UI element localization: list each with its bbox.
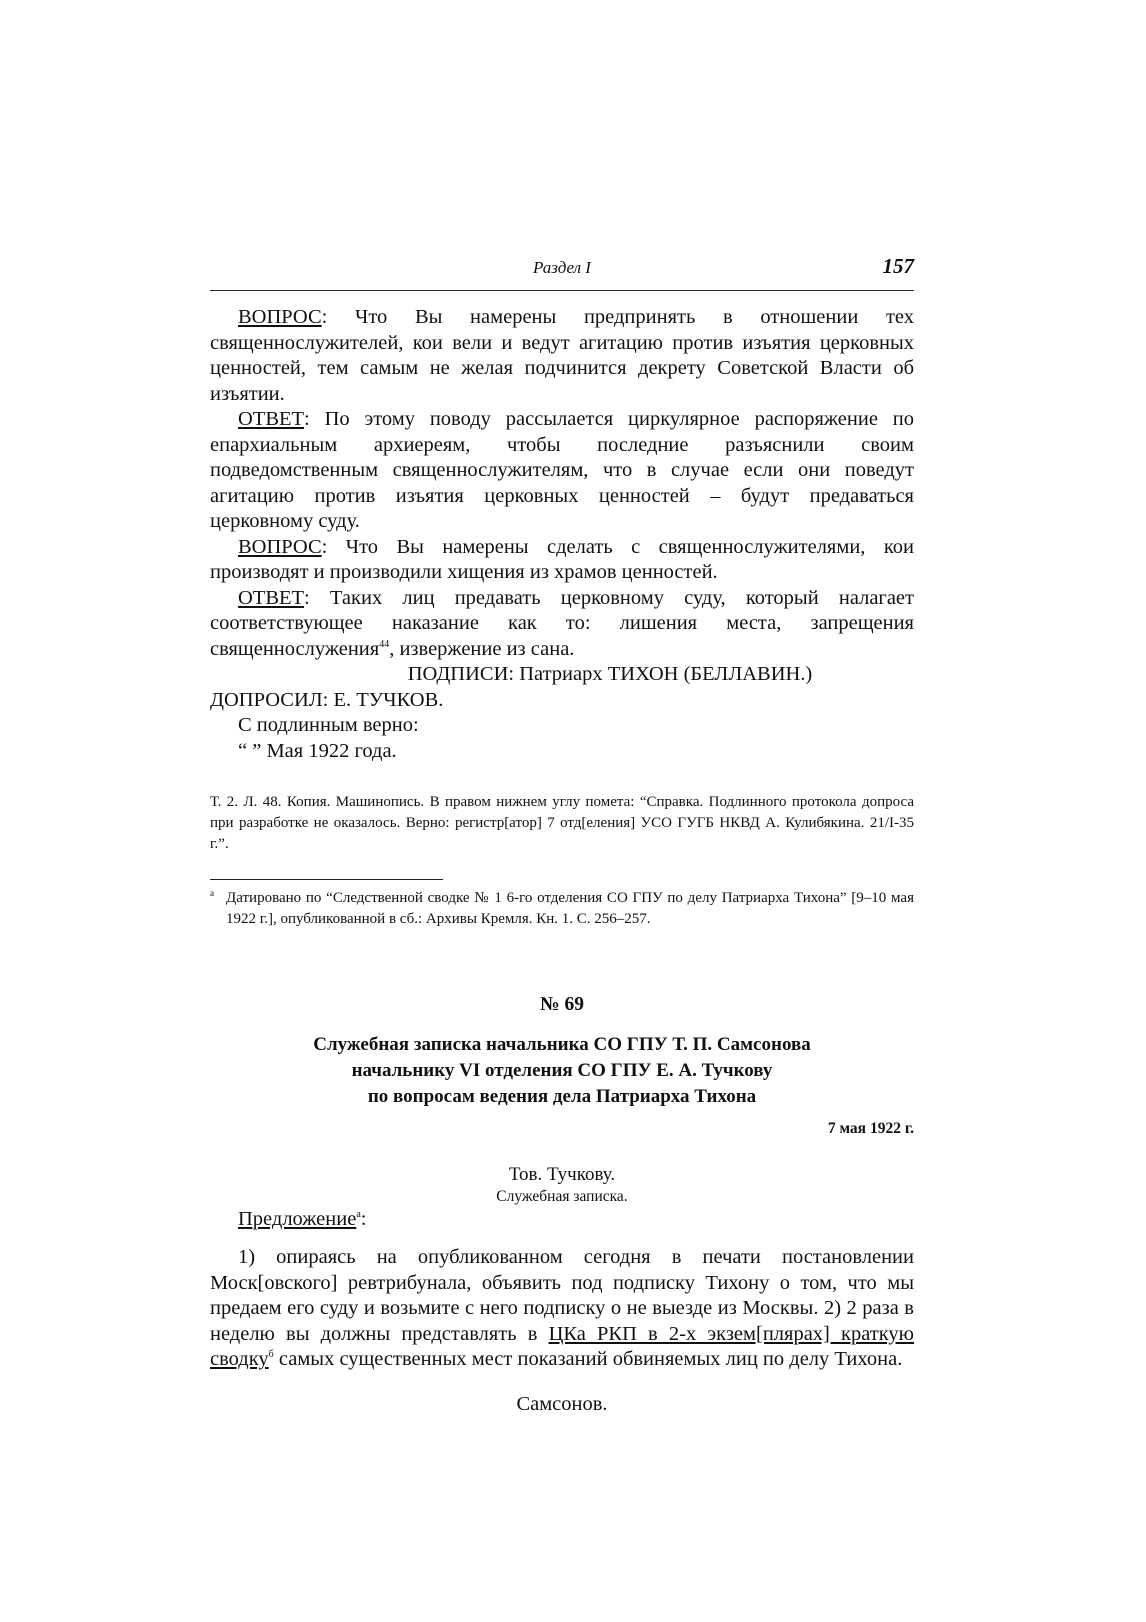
heading-line: по вопросам ведения дела Патриарха Тихона [367, 1086, 757, 1107]
document-heading [210, 1032, 914, 1110]
question-text: : Что Вы намерены сделать с священнослужителями, кои производят и производили хищения из храмов ценностей. [210, 535, 914, 583]
question-label: ВОПРОС [238, 535, 322, 558]
memo-text-end: самых существенных мест показаний обвиняемых лиц по делу Тихона. [273, 1348, 903, 1370]
footnote-ref: а [356, 1209, 361, 1221]
signer: Самсонов. [516, 1393, 608, 1415]
question-text: : Что Вы намерены предпринять в отношении тех священнослужителей, кои вели и ведут агитацию против изъятия церковных ценностей, тем самым не желая подчинится декрету Советской Власти об изъятии. [210, 306, 914, 405]
footnote-text: Датировано по “Следственной сводке № 1 6-го отделения СО ГПУ по делу Патриарха Тихона” [9–10 мая 1922 г.], опубликованной в сб.: Архивы Кремля. Кн. 1. С. 256–257. [226, 890, 914, 927]
interrogator-line: ДОПРОСИЛ: Е. ТУЧКОВ. [210, 688, 444, 711]
answer-label: ОТВЕТ [238, 586, 305, 609]
memo-body [210, 1245, 914, 1373]
question-label: ВОПРОС [238, 306, 322, 328]
answer-2 [210, 586, 914, 663]
heading-line: Служебная записка начальника СО ГПУ Т. П. Самсонова [313, 1034, 811, 1055]
footnote-ref: б [268, 1349, 274, 1361]
document-date: 7 мая 1922 г. [827, 1120, 914, 1137]
footnote: а Датировано по “Следственной сводке № 1 6-го отделения СО ГПУ по делу Патриарха Тихона” [9–10 мая 1922 г.], опубликованной в сб.: Архивы Кремля. Кн. 1. С. 256–257. [210, 888, 914, 927]
answer-text: : По этому поводу рассылается циркулярное распоряжение по епархиальным архиереям, чтобы последние разъяснили своим подведомственным священнослужителям, что в случае если они поведут агитацию против изъятия церковных ценностей – будут предаваться церковному суду. [210, 408, 914, 532]
memo-text-underlined: ЦКа РКП в 2-х экзем[плярах] краткую сводку [210, 1322, 914, 1370]
memo-text: 1) опираясь на опубликованном сегодня в печати постановлении Моск[овского] ревтрибунала, объявить под подписку Тихону о том, что мы предаем его суду и возьмите с него подписку о не выезде из Москвы. 2) 2 раза в неделю вы должны представлять в [210, 1246, 914, 1345]
proposal-colon: : [360, 1208, 367, 1230]
answer-1 [210, 407, 914, 535]
document-number: № 69 [540, 994, 584, 1015]
book-page [210, 250, 914, 1416]
interrogation-protocol [210, 305, 914, 764]
proposal-label: Предложение [238, 1208, 357, 1230]
archival-source-note: Т. 2. Л. 48. Копия. Машинопись. В правом нижнем углу помета: “Справка. Подлинного протокола допроса при разработке не оказалось. Верно: регистр[атор] 7 отд[еления] УСО ГУГБ НКВД А. Кулибякина. 21/I-35 г.”. [210, 794, 914, 852]
addressee: Тов. Тучкову. [508, 1164, 616, 1185]
certified-line: С подлинным верно: [238, 714, 419, 736]
answer-text: : Таких лиц предавать церковному суду, который налагает соответствующее наказание как то: лишения места, запрещения священнослужения [210, 586, 914, 660]
running-head [210, 250, 914, 291]
footnote-ref: 44 [379, 638, 390, 650]
question-2 [210, 535, 914, 586]
signatures-line: ПОДПИСИ: Патриарх ТИХОН (БЕЛЛАВИН.) [407, 663, 813, 685]
answer-label: ОТВЕТ [238, 408, 305, 430]
section-title: Раздел I [533, 258, 591, 277]
footnote-divider [210, 879, 443, 880]
proposal-heading [210, 1208, 914, 1231]
date-line: “ ” Мая 1922 года. [238, 739, 397, 762]
heading-line: начальнику VI отделения СО ГПУ Е. А. Тучкову [351, 1060, 773, 1081]
memo-title: Служебная записка. [496, 1188, 628, 1205]
page-number: 157 [882, 254, 914, 278]
answer-text-end: , извержение из сана. [389, 637, 575, 660]
question-1 [210, 305, 914, 407]
